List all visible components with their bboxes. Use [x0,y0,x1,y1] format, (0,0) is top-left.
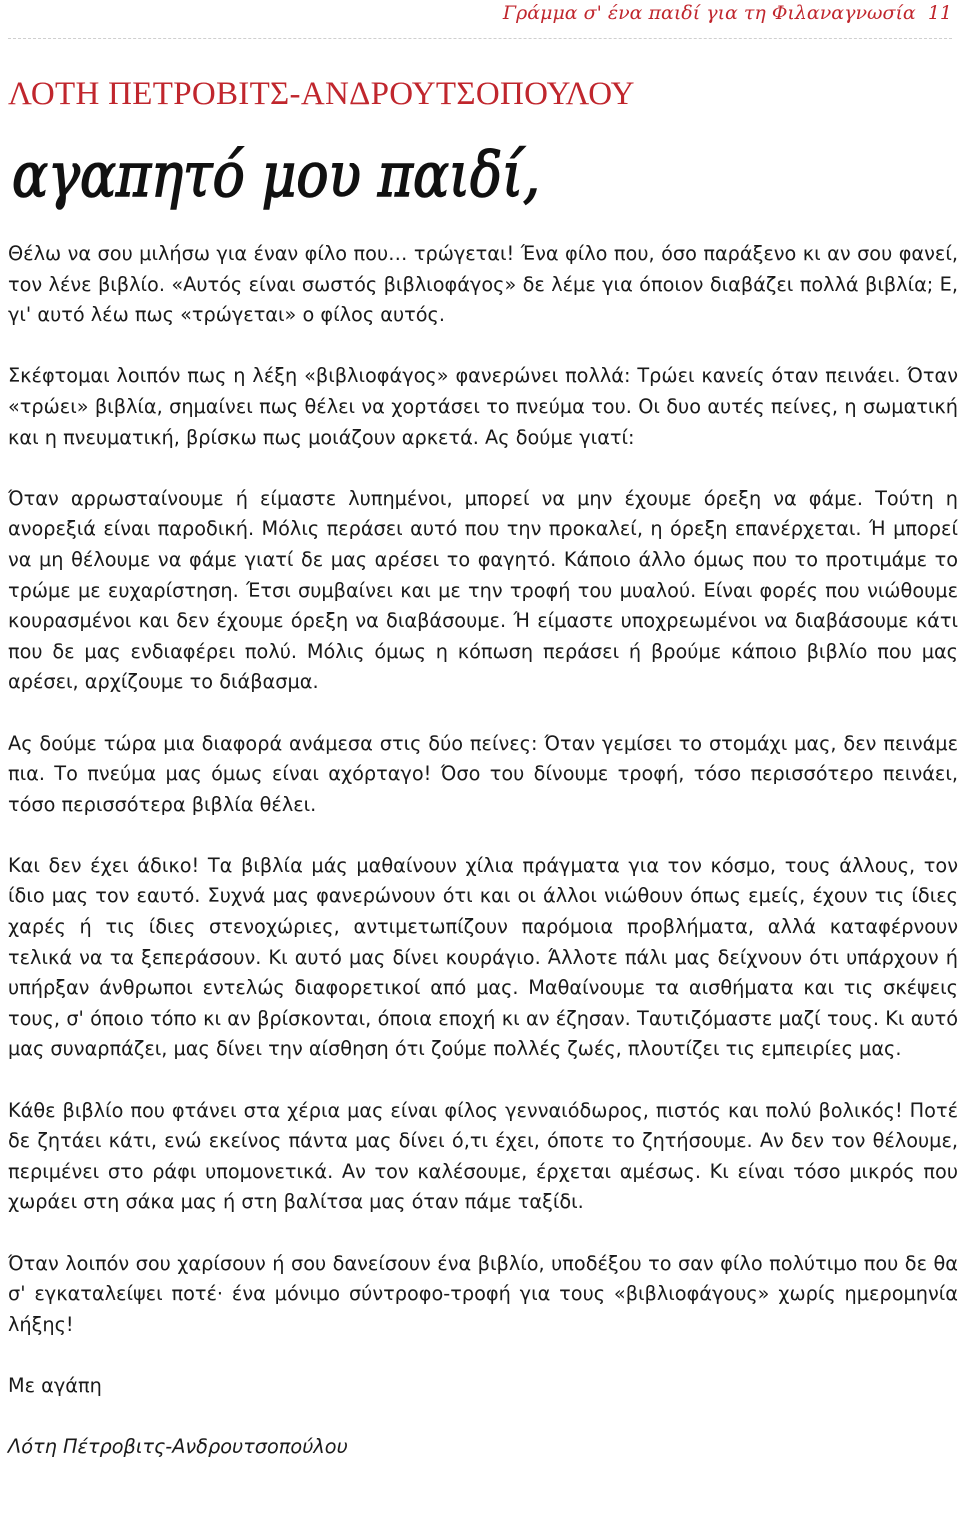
paragraph: Θέλω να σου μιλήσω για έναν φίλο που… τρώγεται! Ένα φίλο που, όσο παράξενο κι αν σου φανεί, τον λένε βιβλίο. «Αυτός είναι σωστός βιβλιοφάγος» δε λέμε για όποιον διαβάζει πολλά βιβλία; Ε, γι' αυτό λέω πως «τρώγεται» ο φίλος αυτός. [8,242,958,327]
paragraph: Κάθε βιβλίο που φτάνει στα χέρια μας είναι φίλος γενναιόδωρος, πιστός και πολύ βολικός! Ποτέ δε ζητάει κάτι, ενώ εκείνος πάντα μας δίνει ό,τι έχει, όποτε το ζητήσουμε. Αν δεν τον θέλουμε, περιμένει στο ράφι υπομονετικά. Αν τον καλέσουμε, έρχεται αμέσως. Κι είναι τόσο μικρός που χωράει στη σάκα μας ή στη βαλίτσα μας όταν πάμε ταξίδι. [8,1098,958,1214]
running-header [503,0,952,26]
paragraph: Όταν αρρωσταίνουμε ή είμαστε λυπημένοι, μπορεί να μην έχουμε όρεξη να φάμε. Τούτη η ανορεξιά είναι παροδική. Μόλις περάσει αυτό που την προκαλεί, η όρεξη επανέρχεται. Ή μπορεί να μη θέλουμε να φάμε γιατί δε μας αρέσει το φαγητό. Κάποιο άλλο όμως που το προτιμάμε το τρώμε με ευχαρίστηση. Έτσι συμβαίνει και με την τροφή του μυαλού. Είναι φορές που νιώθουμε κουρασμένοι και δεν έχουμε όρεξη να διαβάσουμε. Ή είμαστε υποχρεωμένοι να διαβάσουμε κάτι που δε μας ενδιαφέρει πολύ. Μόλις όμως η κόπωση περάσει ή βρούμε κάποιο βιβλίο που μας αρέσει, αρχίζουμε το διάβασμα. [8,486,958,694]
paragraph: Όταν λοιπόν σου χαρίσουν ή σου δανείσουν ένα βιβλίο, υποδέξου το σαν φίλο πολύτιμο που δε θα σ' εγκαταλείψει ποτέ· ένα μόνιμο σύντροφο-τροφή για τους «βιβλιοφάγους» χωρίς ημερομηνία λήξης! [8,1251,958,1336]
signature: Λότη Πέτροβιτς-Ανδρουτσοπούλου [8,1435,348,1459]
header-rule [8,38,952,39]
author-name: ΛΟΤΗ ΠΕΤΡΟΒΙΤΣ-ΑΝΔΡΟΥΤΣΟΠΟΥΛΟΥ [8,76,635,112]
letter-body [8,239,958,1463]
closing: Με αγάπη [8,1373,102,1397]
paragraph: Ας δούμε τώρα μια διαφορά ανάμεσα στις δύο πείνες: Όταν γεμίσει το στομάχι μας, δεν πεινάμε πια. Το πνεύμα μας όμως είναι αχόρταγο! Όσο του δίνουμε τροφή, τόσο περισσότερο πεινάει, τόσο περισσότερα βιβλία θέλει. [8,731,958,816]
paragraph: Και δεν έχει άδικο! Τα βιβλία μάς μαθαίνουν χίλια πράγματα για τον κόσμο, τους άλλους, τον ίδιο μας τον εαυτό. Συχνά μας φανερώνουν ότι και οι άλλοι νιώθουν όπως εμείς, έχουν τις ίδιες χαρές ή τις ίδιες στενοχώριες, αντιμετωπίζουν παρόμοια προβλήματα, αλλά καταφέρνουν τελικά να τα ξεπεράσουν. Κι αυτό μας δίνει κουράγιο. Άλλοτε πάλι μας δείχνουν ότι υπάρχουν ή υπήρξαν άνθρωποι εντελώς διαφορετικοί από μας. Μαθαίνουμε τα αισθήματα και τις σκέψεις τους, σ' όποιο τόπο κι αν βρίσκονται, όποια εποχή κι αν έζησαν. Ταυτιζόμαστε μαζί τους. Κι αυτό μας συναρπάζει, μας δίνει την αίσθηση ότι ζούμε πολλές ζωές, πλουτίζει τις εμπειρίες μας. [8,853,958,1061]
svg-text:αγαπητό μου παιδί,: αγαπητό μου παιδί, [12,138,540,211]
page-number: 11 [927,2,952,24]
paragraph: Σκέφτομαι λοιπόν πως η λέξη «βιβλιοφάγος» φανερώνει πολλά: Τρώει κανείς όταν πεινάει. Όταν «τρώει» βιβλία, σημαίνει πως θέλει να χορτάσει το πνεύμα του. Οι δυο αυτές πείνες, η σωματική και η πνευματική, βρίσκω πως μοιάζουν αρκετά. Ας δούμε γιατί: [8,364,958,449]
running-header-title: Γράμμα σ' ένα παιδί για τη Φιλαναγνωσία [502,2,916,24]
handwritten-greeting [8,128,568,228]
